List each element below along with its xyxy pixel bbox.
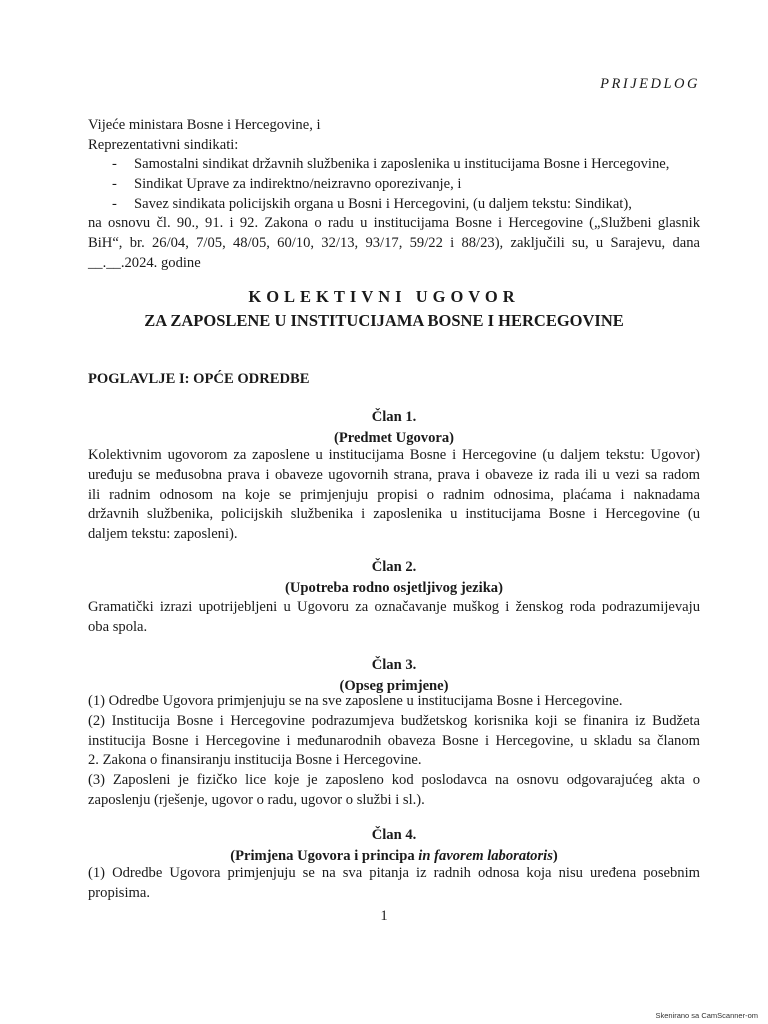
article-3-heading <box>88 655 700 697</box>
scanner-watermark: Skenirano sa CamScanner-om <box>655 1011 758 1020</box>
list-item-text: Samostalni sindikat državnih službenika i zaposlenika u institucijama Bosne i Hercegovine, <box>134 156 670 172</box>
parties-intro <box>88 116 700 156</box>
article-number: Član 1. <box>371 409 417 425</box>
article-4-body <box>88 864 700 904</box>
article-1-heading <box>88 407 700 449</box>
article-2-heading <box>88 557 700 599</box>
article-number: Član 2. <box>371 559 417 575</box>
intro-line: Vijeće ministara Bosne i Hercegovine, i <box>88 117 321 133</box>
article-1-body <box>88 446 700 545</box>
article-title-suffix: ) <box>552 848 558 864</box>
basis-line: BiH“, br. 26/04, 7/05, 48/05, 60/10, 32/13, 93/17, 59/22 i 88/23), zaključili su, u Sarajevu, dana <box>88 234 700 251</box>
article-4-heading <box>88 825 700 867</box>
article-title-prefix: (Primjena Ugovora i principa <box>230 848 419 864</box>
legal-basis <box>88 214 700 273</box>
paragraph-line: državnih službenika, policijskih službenika i zaposlenika u institucijama Bosne i Hercegovine (u <box>88 506 700 523</box>
paragraph-line: Kolektivnim ugovorom za zaposlene u institucijama Bosne i Hercegovine (u daljem tekstu: Ugovor) <box>88 447 700 463</box>
paragraph-line: institucija Bosne i Hercegovine i međunarodnih obaveza Bosne i Hercegovine, u skladu sa članom <box>88 732 700 749</box>
document-subtitle: ZA ZAPOSLENE U INSTITUCIJAMA BOSNE I HERCEGOVINE <box>144 311 624 330</box>
basis-line: na osnovu čl. 90., 91. i 92. Zakona o radu u institucijama Bosne i Hercegovine („Službeni glasnik <box>88 215 700 231</box>
article-2-body <box>88 598 700 638</box>
article-3-body <box>88 692 700 811</box>
paragraph-line: oba spola. <box>88 618 148 635</box>
paragraph-line: Gramatički izrazi upotrijebljeni u Ugovoru za označavanje muškog i ženskog roda podrazumijevaju <box>88 599 700 615</box>
paragraph-line: daljem tekstu: zaposleni). <box>88 526 238 543</box>
chapter-heading: POGLAVLJE I: OPĆE ODREDBE <box>88 371 310 387</box>
paragraph-line: (2) Institucija Bosne i Hercegovine podrazumjeva budžetskog korisnika koji se finanira iz Budžeta <box>88 712 700 729</box>
article-number: Član 3. <box>371 657 417 673</box>
page-number: 1 <box>380 908 388 924</box>
paragraph-line: (1) Odredbe Ugovora primjenjuju se na sve zaposlene u institucijama Bosne i Hercegovine. <box>88 693 623 709</box>
paragraph-line: propisima. <box>88 884 151 901</box>
list-item: - Savez sindikata policijskih organa u Bosni i Hercegovini, (u daljem tekstu: Sindikat), <box>112 195 632 212</box>
list-item-text: Sindikat Uprave za indirektno/neizravno oporezivanje, i <box>134 175 462 192</box>
paragraph-line: (1) Odredbe Ugovora primjenjuju se na sva pitanja iz radnih odnosa koja nisu uređena posebnim <box>88 865 700 881</box>
paragraph-line: zaposlenju (rješenje, ugovor o radu, ugovor o službi i sl.). <box>88 791 425 808</box>
article-title: (Upotreba rodno osjetljivog jezika) <box>285 580 503 596</box>
paragraph-line: ili radnim odnosom na koje se primjenjuju propisi o radnim odnosima, plaćama i naknadama <box>88 486 700 503</box>
proposal-label: PRIJEDLOG <box>600 76 700 92</box>
article-number: Član 4. <box>371 827 417 843</box>
paragraph-line: (3) Zaposleni je fizičko lice koje je zaposleno kod poslodavca na osnovu odgovarajućeg akta o <box>88 772 700 789</box>
paragraph-line: uređuju se međusobna prava i obaveze ugovornih strana, prava i obaveze iz rada ili u vezi sa radom <box>88 466 700 483</box>
document-title: KOLEKTIVNI UGOVOR <box>248 287 520 306</box>
basis-line: __.__.2024. godine <box>88 254 201 271</box>
paragraph-line: 2. Zakona o finansiranju institucija Bosne i Hercegovine. <box>88 752 422 769</box>
list-item: - Samostalni sindikat državnih službenika i zaposlenika u institucijama Bosne i Hercegovine, <box>112 156 670 172</box>
union-list <box>112 155 712 214</box>
list-item-text: Savez sindikata policijskih organa u Bosni i Hercegovini, (u daljem tekstu: Sindikat), <box>134 195 632 212</box>
latin-phrase: in favorem laboratoris <box>418 848 553 864</box>
article-title: (Predmet Ugovora) <box>333 430 455 446</box>
article-title: (Opseg primjene) <box>339 678 449 694</box>
intro-line: Reprezentativni sindikati: <box>88 136 239 153</box>
list-item: - Sindikat Uprave za indirektno/neizravno oporezivanje, i <box>112 175 462 192</box>
